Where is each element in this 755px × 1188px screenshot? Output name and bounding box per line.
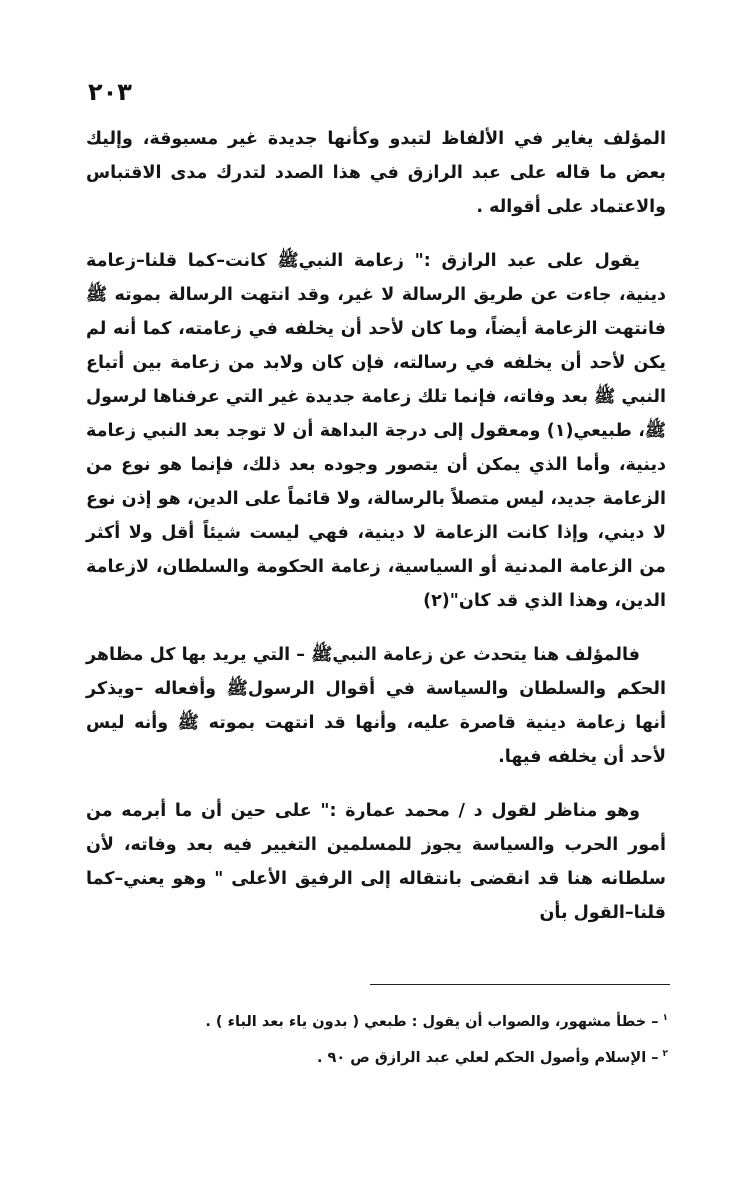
paragraph-2: يقول على عبد الرازق :" زعامة النبيﷺ كانت–كما قلنا–زعامة دينية، جاءت عن طريق الرسالة لا غير، وقد انتهت الرسالة بموته ﷺ فانتهت الزعامة أيضاً، وما كان لأحد أن يخلفه في زعامته، كما أنه لم يكن لأحد أن يخلفه في رسالته، فإن كان ولابد من زعامة بين أتباع النبي ﷺ بعد وفاته، فإنما تلك زعامة جديدة غير التي عرفناها لرسول ﷺ، طبيعي(١) ومعقول إلى درجة البداهة أن لا توجد بعد النبي زعامة دينية، وأما الذي يمكن أن يتصور وجوده بعد ذلك، فإنما هو نوع من الزعامة جديد، ليس متصلاً بالرسالة، ولا قائماً على الدين، هو إذن نوع لا ديني، وإذا كانت الزعامة لا دينية، فهي ليست شيئاً أقل ولا أكثر من الزعامة المدنية أو السياسية، زعامة الحكومة والسلطان، لازعامة الدين، وهذا الذي قد كان"(٢): [86, 251, 666, 611]
footnote-separator: [370, 984, 670, 985]
page-number: ٢٠٣: [88, 78, 132, 106]
footnote-text: – الإسلام وأصول الحكم لعلي عبد الرازق ص ٩٠ .: [316, 1049, 659, 1066]
paragraph-3: فالمؤلف هنا يتحدث عن زعامة النبيﷺ – التي يريد بها كل مظاهر الحكم والسلطان والسياسة في أقوال الرسولﷺ وأفعاله –ويذكر أنها زعامة دينية قاصرة عليه، وأنها قد انتهت بموته ﷺ وأنه ليس لأحد أن يخلفه فيها.: [86, 645, 666, 767]
paragraph-1: المؤلف يغاير في الألفاظ لتبدو وكأنها جديدة غير مسبوقة، وإليك بعض ما قاله على عبد الرازق في هذا الصدد لتدرك مدى الاقتباس والاعتماد على أقواله .: [86, 129, 666, 217]
footnote-2: [300, 1038, 668, 1074]
footnote-number: ٢: [662, 1048, 668, 1059]
footnote-1: [205, 1002, 668, 1038]
footnote-text: – خطأ مشهور، والصواب أن يقول : طبعي ( بدون ياء بعد الباء ) .: [205, 1013, 659, 1030]
paragraph-4: وهو مناظر لقول د / محمد عمارة :" على حين أن ما أبرمه من أمور الحرب والسياسة يجوز للمسلمين التغيير فيه بعد وفاته، لأن سلطانه هنا قد انقضى بانتقاله إلى الرفيق الأعلى " وهو يعني–كما قلنا–القول بأن: [86, 801, 666, 923]
footnote-number: ١: [662, 1013, 668, 1023]
main-text: [86, 122, 666, 950]
footnotes: [205, 1002, 668, 1074]
